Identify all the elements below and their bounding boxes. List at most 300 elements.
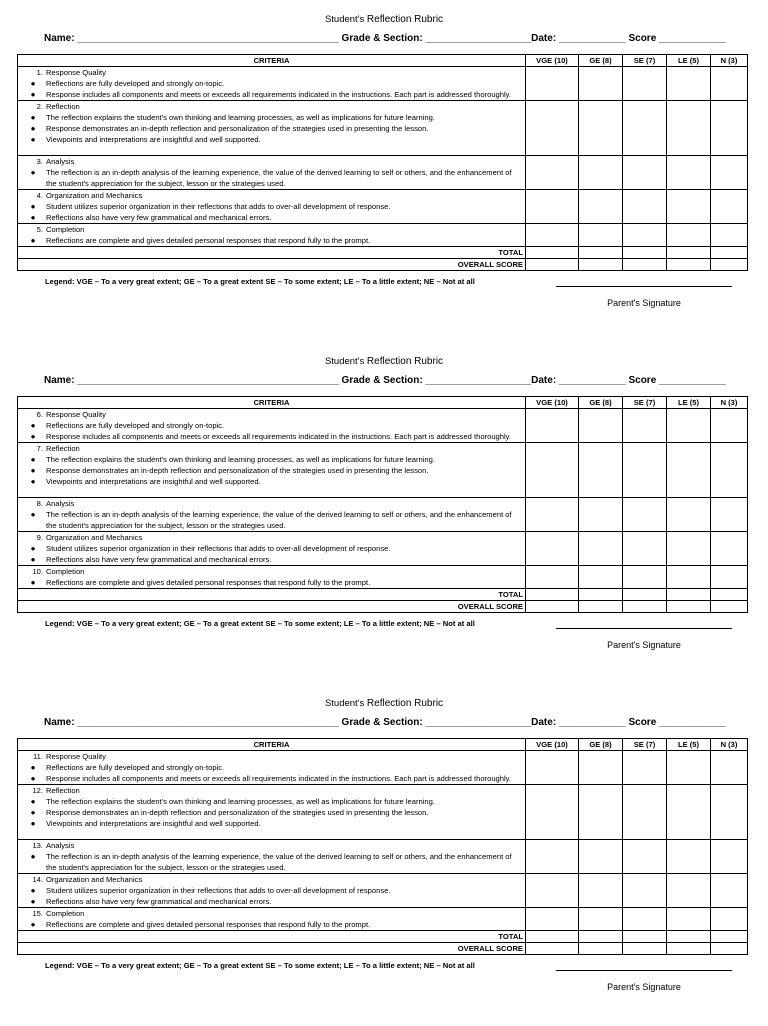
overall-score-cell[interactable] (579, 259, 623, 271)
total-cell[interactable] (526, 247, 579, 259)
parent-signature-label: Parent's Signature (607, 640, 681, 650)
bullet-icon: ● (30, 168, 36, 177)
rubric-section (0, 0, 768, 342)
criterion-row (18, 785, 748, 840)
overall-score-cell[interactable] (711, 259, 748, 271)
total-cell[interactable] (667, 589, 711, 601)
total-cell[interactable] (711, 247, 748, 259)
criterion-cell (18, 874, 526, 908)
score-column-header: VGE (10) (526, 55, 579, 67)
overall-score-cell[interactable] (526, 259, 579, 271)
bullet-text: The reflection is an in-depth analysis of the learning experience, the value of the derived learning to self or others, and the enhancement of the student's appreciation for the subject, lesson or the strategies used. (46, 168, 512, 188)
score-cell[interactable] (526, 785, 579, 840)
score-cell[interactable] (711, 840, 748, 874)
score-column-header: GE (8) (579, 55, 623, 67)
score-cell[interactable] (579, 67, 623, 101)
criterion-row (18, 190, 748, 224)
bullet-icon: ● (30, 763, 36, 772)
criterion-cell (18, 532, 526, 566)
score-cell[interactable] (711, 874, 748, 908)
overall-score-row (18, 259, 748, 271)
criterion-title: Analysis (46, 499, 75, 508)
bullet-text: Response includes all components and meets or exceeds all requirements indicated in the instructions. Each part is addressed thoroughly. (46, 90, 512, 99)
score-cell[interactable] (623, 156, 667, 190)
total-cell[interactable] (623, 247, 667, 259)
criterion-title: Response Quality (46, 410, 106, 419)
score-cell[interactable] (579, 443, 623, 498)
score-cell[interactable] (667, 532, 711, 566)
score-cell[interactable] (579, 156, 623, 190)
criterion-title: Reflection (46, 444, 80, 453)
criterion-cell (18, 566, 526, 589)
criterion-title: Organization and Mechanics (46, 191, 143, 200)
score-cell[interactable] (711, 751, 748, 785)
name-label: Name: (44, 375, 75, 386)
score-cell[interactable] (579, 190, 623, 224)
title-main: Reflection Rubric (366, 14, 444, 25)
bullet-icon: ● (30, 432, 36, 441)
score-column-header: VGE (10) (526, 397, 579, 409)
criterion-bullet (20, 885, 523, 896)
overall-score-row (18, 943, 748, 955)
score-cell[interactable] (711, 566, 748, 589)
score-column-header: GE (8) (579, 397, 623, 409)
score-cell[interactable] (623, 101, 667, 156)
bullet-text: The reflection explains the student's own thinking and learning processes, as well as implications for future learning. (46, 113, 435, 122)
score-cell[interactable] (667, 409, 711, 443)
bullet-text: Reflections are fully developed and strongly on-topic. (46, 421, 225, 430)
score-cell[interactable] (579, 532, 623, 566)
bullet-text: Reflections also have very few grammatical and mechanical errors. (46, 213, 272, 222)
score-cell[interactable] (623, 751, 667, 785)
bullet-text: Viewpoints and interpretations are insightful and well supported. (46, 477, 261, 486)
signature-line[interactable] (556, 286, 732, 287)
grade-section-label: Grade & Section: (341, 375, 423, 386)
bullet-icon: ● (30, 886, 36, 895)
score-cell[interactable] (579, 908, 623, 931)
bullet-text: Viewpoints and interpretations are insightful and well supported. (46, 819, 261, 828)
score-cell[interactable] (579, 224, 623, 247)
date-field[interactable]: ____________ (558, 33, 626, 44)
score-field[interactable]: ____________ (659, 375, 726, 386)
overall-score-cell[interactable] (526, 943, 579, 955)
bullet-icon: ● (30, 124, 36, 133)
bullet-icon: ● (30, 455, 36, 464)
bullet-text: Reflections also have very few grammatical and mechanical errors. (46, 555, 272, 564)
criterion-cell (18, 156, 526, 190)
total-cell[interactable] (526, 589, 579, 601)
score-cell[interactable] (623, 532, 667, 566)
criterion-title: Analysis (46, 157, 75, 166)
score-column-header: LE (5) (667, 739, 711, 751)
criterion-row (18, 156, 748, 190)
bullet-text: Viewpoints and interpretations are insightful and well supported. (46, 135, 261, 144)
total-cell[interactable] (711, 931, 748, 943)
bullet-text: Reflections also have very few grammatical and mechanical errors. (46, 897, 272, 906)
grade-section-field[interactable]: ___________________ (425, 717, 532, 728)
date-label: Date: (531, 375, 557, 386)
overall-score-label: OVERALL SCORE (18, 943, 526, 955)
score-cell[interactable] (526, 840, 579, 874)
criterion-row (18, 532, 748, 566)
criteria-header: CRITERIA (18, 55, 526, 67)
bullet-icon: ● (30, 819, 36, 828)
criterion-bullet (20, 851, 523, 873)
criterion-number: 5. (36, 225, 43, 234)
score-cell[interactable] (579, 409, 623, 443)
score-cell[interactable] (623, 874, 667, 908)
criterion-cell (18, 751, 526, 785)
bullet-text: Response includes all components and meets or exceeds all requirements indicated in the instructions. Each part is addressed thoroughly. (46, 774, 512, 783)
score-cell[interactable] (623, 785, 667, 840)
score-cell[interactable] (667, 566, 711, 589)
criterion-row (18, 751, 748, 785)
score-cell[interactable] (667, 101, 711, 156)
criterion-row (18, 566, 748, 589)
legend: Legend: VGE – To a very great extent; GE – To a great extent SE – To some extent; LE – To a little extent; NE – Not at all (45, 277, 475, 286)
bullet-icon: ● (30, 477, 36, 486)
date-label: Date: (531, 717, 557, 728)
score-label: Score (628, 717, 657, 728)
score-cell[interactable] (579, 566, 623, 589)
date-label: Date: (531, 33, 557, 44)
criterion-cell (18, 498, 526, 532)
title-prefix: Student's (324, 698, 365, 709)
overall-score-label: OVERALL SCORE (18, 259, 526, 271)
parent-signature-label: Parent's Signature (607, 298, 681, 308)
bullet-text: Reflections are complete and gives detailed personal responses that respond fully to the prompt. (46, 578, 371, 587)
overall-score-cell[interactable] (667, 259, 711, 271)
score-cell[interactable] (579, 874, 623, 908)
score-cell[interactable] (623, 908, 667, 931)
criterion-row (18, 67, 748, 101)
bullet-icon: ● (30, 236, 36, 245)
criterion-row (18, 840, 748, 874)
criterion-number: 3. (36, 157, 43, 166)
score-column-header: SE (7) (623, 397, 667, 409)
score-cell[interactable] (711, 409, 748, 443)
criterion-bullet (20, 577, 523, 588)
criterion-number: 7. (36, 444, 43, 453)
score-cell[interactable] (711, 443, 748, 498)
criterion-number: 2. (36, 102, 43, 111)
criterion-cell (18, 190, 526, 224)
overall-score-cell[interactable] (667, 943, 711, 955)
rubric-title (0, 698, 768, 709)
total-row (18, 931, 748, 943)
title-main: Reflection Rubric (366, 698, 444, 709)
score-cell[interactable] (667, 874, 711, 908)
rubric-table (17, 738, 748, 955)
score-label: Score (628, 33, 657, 44)
criterion-row (18, 498, 748, 532)
name-label: Name: (44, 33, 75, 44)
criterion-number: 14. (32, 875, 43, 884)
bullet-icon: ● (30, 797, 36, 806)
criterion-title: Analysis (46, 841, 75, 850)
score-cell[interactable] (623, 443, 667, 498)
bullet-text: The reflection explains the student's own thinking and learning processes, as well as implications for future learning. (46, 797, 435, 806)
score-field[interactable]: ____________ (659, 717, 726, 728)
criterion-row (18, 443, 748, 498)
name-field[interactable]: _______________________________________________ (77, 375, 339, 386)
criterion-number: 11. (33, 752, 43, 761)
score-cell[interactable] (623, 840, 667, 874)
bullet-text: Student utilizes superior organization in their reflections that adds to over-all development of response. (46, 202, 391, 211)
bullet-icon: ● (30, 555, 36, 564)
criterion-row (18, 874, 748, 908)
score-cell[interactable] (667, 443, 711, 498)
criterion-cell (18, 785, 526, 840)
student-info-line (44, 375, 744, 386)
criteria-header: CRITERIA (18, 739, 526, 751)
score-field[interactable]: ____________ (659, 33, 726, 44)
score-cell[interactable] (711, 156, 748, 190)
grade-section-label: Grade & Section: (341, 717, 423, 728)
bullet-icon: ● (30, 544, 36, 553)
score-column-header: GE (8) (579, 739, 623, 751)
bullet-text: The reflection explains the student's own thinking and learning processes, as well as implications for future learning. (46, 455, 435, 464)
overall-score-cell[interactable] (667, 601, 711, 613)
criterion-bullet (20, 896, 523, 907)
overall-score-cell[interactable] (526, 601, 579, 613)
bullet-icon: ● (30, 897, 36, 906)
criterion-cell (18, 908, 526, 931)
criterion-number: 6. (36, 410, 43, 419)
overall-score-cell[interactable] (579, 943, 623, 955)
total-cell[interactable] (711, 589, 748, 601)
score-cell[interactable] (526, 224, 579, 247)
criterion-title: Organization and Mechanics (46, 875, 143, 884)
date-field[interactable]: ____________ (558, 375, 626, 386)
score-cell[interactable] (526, 498, 579, 532)
bullet-text: Reflections are fully developed and strongly on-topic. (46, 79, 225, 88)
bullet-icon: ● (30, 135, 36, 144)
total-label: TOTAL (18, 931, 526, 943)
bullet-icon: ● (30, 421, 36, 430)
name-label: Name: (44, 717, 75, 728)
bullet-icon: ● (30, 113, 36, 122)
total-cell[interactable] (667, 931, 711, 943)
bullet-text: Reflections are fully developed and strongly on-topic. (46, 763, 225, 772)
bullet-icon: ● (30, 213, 36, 222)
criterion-title: Organization and Mechanics (46, 533, 143, 542)
criteria-header: CRITERIA (18, 397, 526, 409)
criterion-cell (18, 67, 526, 101)
criterion-cell (18, 224, 526, 247)
overall-score-label: OVERALL SCORE (18, 601, 526, 613)
name-field[interactable]: _______________________________________________ (77, 33, 339, 44)
criterion-bullet (20, 773, 523, 784)
score-cell[interactable] (711, 67, 748, 101)
rubric-section (0, 684, 768, 1026)
score-cell[interactable] (526, 566, 579, 589)
criterion-bullet (20, 123, 523, 134)
overall-score-cell[interactable] (711, 943, 748, 955)
overall-score-cell[interactable] (623, 943, 667, 955)
total-label: TOTAL (18, 589, 526, 601)
overall-score-cell[interactable] (623, 259, 667, 271)
score-cell[interactable] (526, 190, 579, 224)
criterion-number: 15. (32, 909, 43, 918)
bullet-icon: ● (30, 578, 36, 587)
total-row (18, 247, 748, 259)
score-column-header: N (3) (711, 397, 748, 409)
rubric-title (0, 14, 768, 25)
table-header-row (18, 397, 748, 409)
criterion-bullet (20, 201, 523, 212)
bullet-text: Reflections are complete and gives detailed personal responses that respond fully to the prompt. (46, 920, 371, 929)
total-cell[interactable] (579, 247, 623, 259)
date-field[interactable]: ____________ (558, 717, 626, 728)
title-prefix: Student's (324, 356, 365, 367)
score-cell[interactable] (667, 224, 711, 247)
score-cell[interactable] (711, 190, 748, 224)
score-cell[interactable] (526, 67, 579, 101)
score-column-header: LE (5) (667, 397, 711, 409)
bullet-icon: ● (30, 202, 36, 211)
score-cell[interactable] (526, 874, 579, 908)
criterion-number: 8. (36, 499, 43, 508)
bullet-text: Response includes all components and meets or exceeds all requirements indicated in the instructions. Each part is addressed thoroughly. (46, 432, 512, 441)
score-cell[interactable] (623, 566, 667, 589)
criterion-cell (18, 101, 526, 156)
criterion-bullet (20, 509, 523, 531)
parent-signature-label: Parent's Signature (607, 982, 681, 992)
score-cell[interactable] (667, 67, 711, 101)
criterion-title: Reflection (46, 786, 80, 795)
criterion-title: Response Quality (46, 68, 106, 77)
score-cell[interactable] (623, 67, 667, 101)
criterion-bullet (20, 134, 523, 145)
overall-score-cell[interactable] (579, 601, 623, 613)
signature-line[interactable] (556, 628, 732, 629)
score-cell[interactable] (667, 156, 711, 190)
criterion-number: 12. (32, 786, 43, 795)
score-cell[interactable] (711, 224, 748, 247)
criterion-row (18, 908, 748, 931)
score-cell[interactable] (711, 785, 748, 840)
criterion-row (18, 224, 748, 247)
score-cell[interactable] (711, 101, 748, 156)
score-label: Score (628, 375, 657, 386)
criterion-title: Response Quality (46, 752, 106, 761)
criterion-number: 4. (36, 191, 43, 200)
score-cell[interactable] (623, 498, 667, 532)
criterion-title: Completion (46, 909, 85, 918)
score-cell[interactable] (667, 785, 711, 840)
total-cell[interactable] (526, 931, 579, 943)
score-column-header: SE (7) (623, 55, 667, 67)
table-header-row (18, 739, 748, 751)
grade-section-field[interactable]: ___________________ (425, 375, 532, 386)
rubric-title (0, 356, 768, 367)
score-cell[interactable] (711, 908, 748, 931)
grade-section-label: Grade & Section: (341, 33, 423, 44)
score-cell[interactable] (667, 751, 711, 785)
total-cell[interactable] (579, 589, 623, 601)
score-cell[interactable] (623, 190, 667, 224)
total-cell[interactable] (623, 931, 667, 943)
criterion-bullet (20, 543, 523, 554)
score-column-header: N (3) (711, 55, 748, 67)
bullet-icon: ● (30, 510, 36, 519)
student-info-line (44, 717, 744, 728)
criterion-number: 10. (32, 567, 43, 576)
score-cell[interactable] (579, 498, 623, 532)
bullet-icon: ● (30, 774, 36, 783)
score-cell[interactable] (526, 156, 579, 190)
criterion-bullet (20, 818, 523, 829)
score-cell[interactable] (526, 908, 579, 931)
criterion-bullet (20, 762, 523, 773)
score-cell[interactable] (579, 751, 623, 785)
score-cell[interactable] (667, 190, 711, 224)
criterion-bullet (20, 235, 523, 246)
score-cell[interactable] (667, 498, 711, 532)
score-cell[interactable] (579, 785, 623, 840)
score-cell[interactable] (526, 751, 579, 785)
grade-section-field[interactable]: ___________________ (425, 33, 532, 44)
score-cell[interactable] (667, 840, 711, 874)
bullet-icon: ● (30, 90, 36, 99)
score-cell[interactable] (526, 532, 579, 566)
criterion-number: 13. (32, 841, 43, 850)
score-cell[interactable] (711, 498, 748, 532)
name-field[interactable]: _______________________________________________ (77, 717, 339, 728)
score-cell[interactable] (623, 224, 667, 247)
total-cell[interactable] (623, 589, 667, 601)
criterion-bullet (20, 554, 523, 565)
title-main: Reflection Rubric (366, 356, 444, 367)
table-header-row (18, 55, 748, 67)
criterion-bullet (20, 212, 523, 223)
bullet-text: Student utilizes superior organization in their reflections that adds to over-all development of response. (46, 886, 391, 895)
bullet-icon: ● (30, 79, 36, 88)
score-column-header: VGE (10) (526, 739, 579, 751)
criterion-bullet (20, 167, 523, 189)
criterion-bullet (20, 431, 523, 442)
criterion-bullet (20, 807, 523, 818)
score-cell[interactable] (623, 409, 667, 443)
criterion-title: Completion (46, 225, 85, 234)
score-cell[interactable] (711, 532, 748, 566)
score-cell[interactable] (579, 101, 623, 156)
criterion-title: Completion (46, 567, 85, 576)
score-cell[interactable] (526, 443, 579, 498)
score-cell[interactable] (526, 101, 579, 156)
total-cell[interactable] (579, 931, 623, 943)
bullet-text: The reflection is an in-depth analysis of the learning experience, the value of the derived learning to self or others, and the enhancement of the student's appreciation for the subject, lesson or the strategies used. (46, 510, 512, 530)
rubric-table (17, 54, 748, 271)
bullet-text: Response demonstrates an in-depth reflection and personalization of the strategies used in presenting the lesson. (46, 808, 429, 817)
bullet-icon: ● (30, 466, 36, 475)
criterion-row (18, 409, 748, 443)
score-cell[interactable] (667, 908, 711, 931)
criterion-number: 9. (36, 533, 43, 542)
bullet-text: Response demonstrates an in-depth reflection and personalization of the strategies used in presenting the lesson. (46, 466, 429, 475)
bullet-text: Reflections are complete and gives detailed personal responses that respond fully to the prompt. (46, 236, 371, 245)
total-cell[interactable] (667, 247, 711, 259)
overall-score-cell[interactable] (711, 601, 748, 613)
score-cell[interactable] (579, 840, 623, 874)
criterion-bullet (20, 465, 523, 476)
signature-line[interactable] (556, 970, 732, 971)
score-cell[interactable] (526, 409, 579, 443)
criterion-number: 1. (36, 68, 43, 77)
score-column-header: N (3) (711, 739, 748, 751)
overall-score-cell[interactable] (623, 601, 667, 613)
